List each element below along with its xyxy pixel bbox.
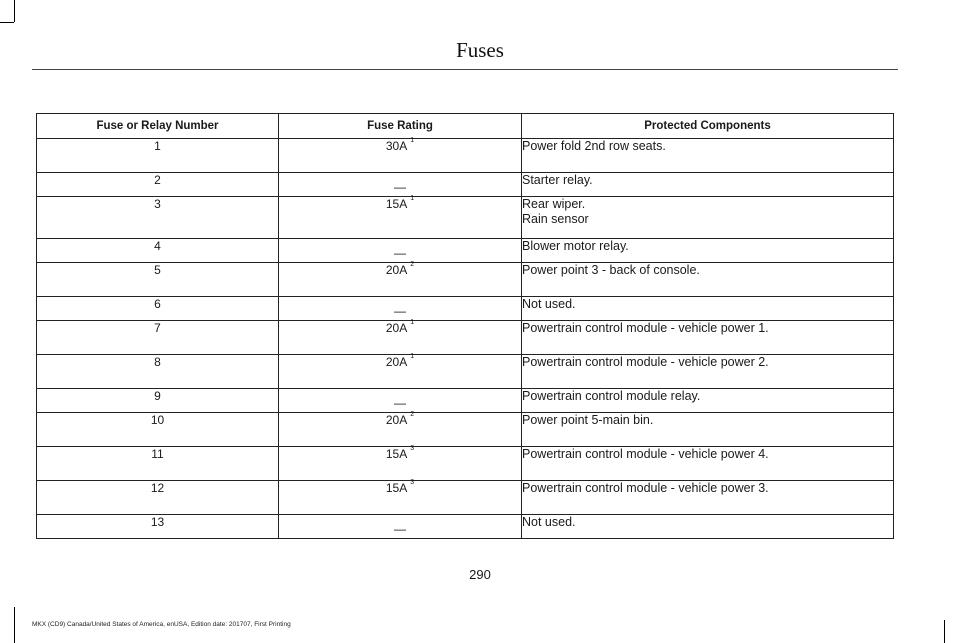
fuse-rating xyxy=(279,447,522,481)
table-row xyxy=(37,239,894,263)
footnote-marker: 2 xyxy=(410,411,415,418)
footnote-marker: 1 xyxy=(410,319,415,326)
fuse-rating xyxy=(279,139,522,173)
crop-mark-bottom-left xyxy=(14,607,15,643)
crop-mark-bottom-right xyxy=(944,620,945,643)
component-line: Power point 5-main bin. xyxy=(522,413,654,427)
crop-mark-top-left xyxy=(0,22,14,23)
protected-components xyxy=(522,173,894,197)
column-header-components: Protected Components xyxy=(522,114,894,139)
protected-components xyxy=(522,481,894,515)
protected-components xyxy=(522,413,894,447)
fuse-number: 11 xyxy=(37,447,279,481)
table-row xyxy=(37,263,894,297)
fuse-rating xyxy=(279,515,522,539)
protected-components xyxy=(522,515,894,539)
fuse-table xyxy=(36,113,894,539)
fuse-rating xyxy=(279,389,522,413)
fuse-rating-value: 15A xyxy=(385,481,408,495)
fuse-rating xyxy=(279,297,522,321)
table-row xyxy=(37,139,894,173)
fuse-number: 9 xyxy=(37,389,279,413)
table-row xyxy=(37,321,894,355)
protected-components xyxy=(522,321,894,355)
protected-components xyxy=(522,263,894,297)
table-row xyxy=(37,355,894,389)
fuse-rating xyxy=(279,173,522,197)
component-line: Powertrain control module - vehicle power 4. xyxy=(522,447,769,461)
fuse-number: 8 xyxy=(37,355,279,389)
footnote-marker: 2 xyxy=(410,261,415,268)
column-header-number: Fuse or Relay Number xyxy=(37,114,279,139)
protected-components xyxy=(522,197,894,239)
fuse-rating-value: 20A xyxy=(385,355,408,369)
protected-components xyxy=(522,355,894,389)
table-row xyxy=(37,197,894,239)
fuse-number: 2 xyxy=(37,173,279,197)
table-row xyxy=(37,413,894,447)
fuse-rating-value: 20A xyxy=(385,321,408,335)
component-line: Starter relay. xyxy=(522,173,593,187)
component-line: Powertrain control module - vehicle power 3. xyxy=(522,481,769,495)
component-line: Not used. xyxy=(522,515,576,529)
table-row xyxy=(37,481,894,515)
table-row xyxy=(37,297,894,321)
component-line: Powertrain control module relay. xyxy=(522,389,701,403)
fuse-rating xyxy=(279,355,522,389)
footnote-marker: 1 xyxy=(410,353,415,360)
fuse-number: 5 xyxy=(37,263,279,297)
fuse-rating xyxy=(279,197,522,239)
fuse-rating-value: 20A xyxy=(385,263,408,277)
protected-components xyxy=(522,139,894,173)
component-line: Powertrain control module - vehicle power 1. xyxy=(522,321,769,335)
crop-mark-top-left xyxy=(14,0,15,22)
fuse-rating xyxy=(279,321,522,355)
footnote-marker: 3 xyxy=(410,479,415,486)
footnote-marker: 1 xyxy=(410,195,415,202)
fuse-rating-value: — xyxy=(394,522,406,536)
edition-note: MKX (CD9) Canada/United States of America, enUSA, Edition date: 201707, First Printing xyxy=(32,621,291,628)
component-line: Rear wiper. xyxy=(522,197,586,211)
component-line: Power point 3 - back of console. xyxy=(522,263,700,277)
table-row xyxy=(37,515,894,539)
fuse-rating xyxy=(279,413,522,447)
table-header-row xyxy=(37,114,894,139)
component-line: Blower motor relay. xyxy=(522,239,629,253)
fuse-rating-value: — xyxy=(394,396,406,410)
fuse-rating xyxy=(279,239,522,263)
fuse-number: 3 xyxy=(37,197,279,239)
fuse-table-body xyxy=(37,139,894,539)
fuse-rating-value: — xyxy=(394,180,406,194)
footnote-marker: 3 xyxy=(410,445,415,452)
footnote-marker: 1 xyxy=(410,137,415,144)
header-divider xyxy=(32,69,898,70)
component-line: Not used. xyxy=(522,297,576,311)
protected-components xyxy=(522,389,894,413)
protected-components xyxy=(522,239,894,263)
component-line: Powertrain control module - vehicle power 2. xyxy=(522,355,769,369)
fuse-rating-value: 30A xyxy=(385,139,408,153)
fuse-number: 12 xyxy=(37,481,279,515)
page-title: Fuses xyxy=(456,38,504,62)
fuse-number: 6 xyxy=(37,297,279,321)
fuse-rating-value: — xyxy=(394,246,406,260)
fuse-rating-value: — xyxy=(394,304,406,318)
fuse-rating-value: 15A xyxy=(385,197,408,211)
fuse-rating-value: 15A xyxy=(385,447,408,461)
fuse-number: 10 xyxy=(37,413,279,447)
table-row xyxy=(37,173,894,197)
fuse-rating xyxy=(279,263,522,297)
page-number: 290 xyxy=(469,567,491,582)
fuse-number: 1 xyxy=(37,139,279,173)
component-line: Rain sensor xyxy=(522,212,589,226)
fuse-rating xyxy=(279,481,522,515)
fuse-number: 4 xyxy=(37,239,279,263)
column-header-rating: Fuse Rating xyxy=(279,114,522,139)
component-line: Power fold 2nd row seats. xyxy=(522,139,666,153)
table-row xyxy=(37,389,894,413)
fuse-number: 7 xyxy=(37,321,279,355)
table-row xyxy=(37,447,894,481)
protected-components xyxy=(522,297,894,321)
fuse-rating-value: 20A xyxy=(385,413,408,427)
protected-components xyxy=(522,447,894,481)
fuse-number: 13 xyxy=(37,515,279,539)
